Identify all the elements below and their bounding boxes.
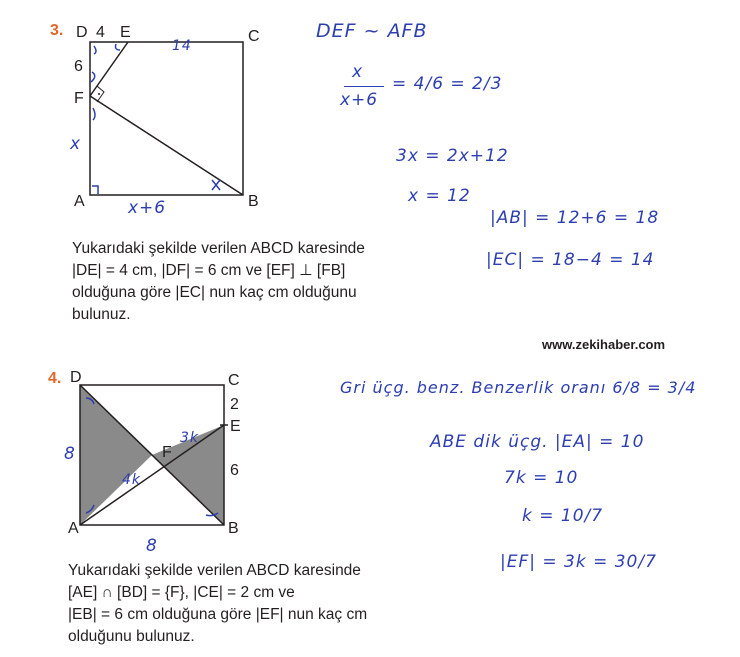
q4-hand-ef: 3k <box>180 430 200 446</box>
q3-label-df-length: 6 <box>74 58 83 75</box>
q4-label-a: A <box>68 520 79 537</box>
q3-hand-af: x <box>70 134 82 154</box>
q4-label-c: C <box>228 372 240 389</box>
q3-hand-ec: 14 <box>172 38 192 54</box>
q4-label-e: E <box>230 418 241 435</box>
q3-text-line-3: olduğuna göre |EC| nun kaç cm olduğunu <box>72 284 357 301</box>
q3-solution-frac-num: x <box>352 62 364 82</box>
q3-solution-ec: |EC| = 18−4 = 14 <box>486 250 655 270</box>
q3-hand-ab: x+6 <box>128 198 167 218</box>
q4-text-line-2: [AE] ∩ [BD] = {F}, |CE| = 2 cm ve <box>68 584 295 601</box>
q3-text-line-1: Yukarıdaki şekilde verilen ABCD karesinde <box>72 240 365 257</box>
site-watermark: www.zekihaber.com <box>542 337 666 352</box>
q4-solution-ratio: Gri üçg. benz. Benzerlik oranı 6/8 = 3/4 <box>340 378 697 397</box>
q4-label-d: D <box>70 369 82 386</box>
q4-solution-abe: ABE dik üçg. |EA| = 10 <box>430 432 645 452</box>
q4-text-line-4: olduğunu bulunuz. <box>68 628 195 645</box>
q4-label-b: B <box>228 520 239 537</box>
q4-solution-ef: |EF| = 3k = 30/7 <box>500 552 657 572</box>
q4-gray-triangle-left <box>80 385 152 525</box>
q4-label-ce-length: 2 <box>230 396 239 413</box>
q4-text-line-3: |EB| = 6 cm olduğuna göre |EF| nun kaç cm <box>68 606 368 623</box>
q3-solution-x-value: x = 12 <box>408 186 471 206</box>
q3-angle-marks-top <box>94 44 120 54</box>
q3-text-line-4: bulunuz. <box>72 306 131 323</box>
q3-label-c: C <box>248 28 260 45</box>
q3-label-f: F <box>74 90 84 107</box>
question-3-number: 3. <box>50 22 64 39</box>
q3-solution-equation: 3x = 2x+12 <box>396 146 509 166</box>
q4-text-line-1: Yukarıdaki şekilde verilen ABCD karesinde <box>68 562 361 579</box>
q3-square <box>90 42 243 195</box>
question-4-number: 4. <box>48 370 62 387</box>
q3-label-a: A <box>74 193 85 210</box>
q3-angle-marks-left <box>91 72 95 120</box>
q3-label-d: D <box>76 24 88 41</box>
q4-solution-k: k = 10/7 <box>522 506 604 526</box>
q3-solution-frac-den: x+6 <box>340 90 379 110</box>
q3-label-de-length: 4 <box>96 24 105 41</box>
q3-solution-similarity: DEF ~ AFB <box>316 20 428 42</box>
q3-text-line-2: |DE| = 4 cm, |DF| = 6 cm ve [EF] ⊥ [FB] <box>72 262 346 279</box>
q3-solution-ratio: = 4/6 = 2/3 <box>392 74 503 94</box>
q3-label-b: B <box>248 193 259 210</box>
q3-angle-marks-bottom <box>92 180 220 194</box>
q4-label-f: F <box>162 444 172 461</box>
q4-hand-ad: 8 <box>64 444 76 464</box>
q4-label-eb-length: 6 <box>230 462 239 479</box>
q4-hand-af: 4k <box>122 472 142 488</box>
q3-solution-frac-bar <box>344 86 384 87</box>
q4-solution-7k: 7k = 10 <box>504 468 579 488</box>
q4-hand-ab: 8 <box>146 536 158 556</box>
q3-label-e: E <box>120 24 131 41</box>
q3-solution-ab: |AB| = 12+6 = 18 <box>490 208 660 228</box>
